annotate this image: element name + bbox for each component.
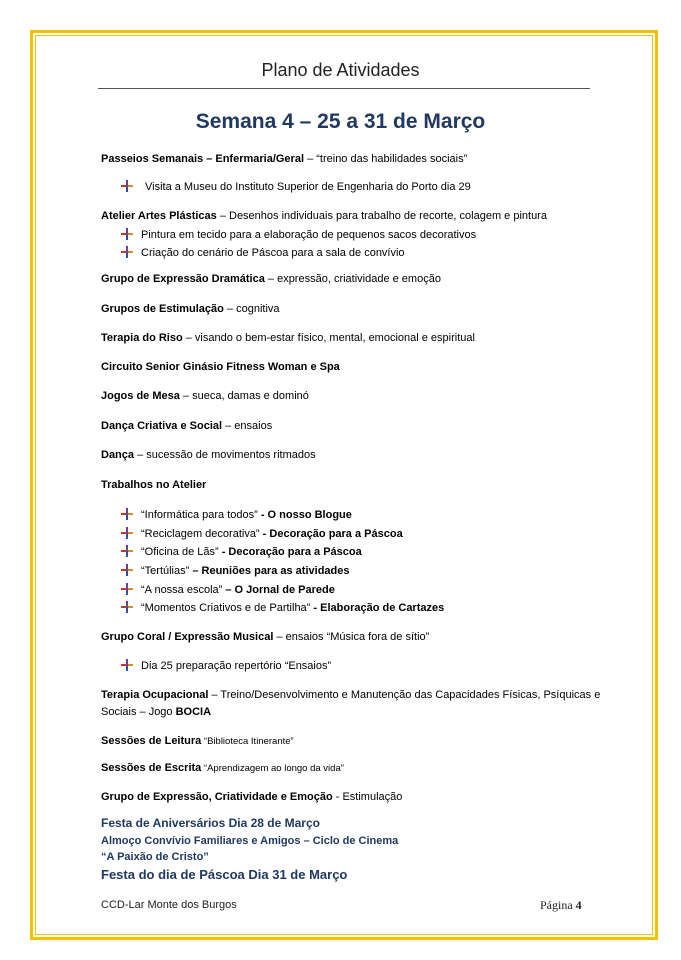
bullet-icon [121,564,133,576]
activity-desc: – “treino das habilidades sociais” [304,153,468,165]
list-item-text: “Tertúlias” [141,565,190,577]
activity-title: Atelier Artes Plásticas [101,210,217,222]
bullet-icon [121,601,133,613]
activity-riso [101,331,475,345]
list-item [121,564,349,578]
list-item [121,659,331,673]
activity-desc: – ensaios [222,420,273,432]
bullet-icon [121,228,133,240]
list-item [121,545,362,559]
activity-danca [101,448,316,462]
list-item [121,246,405,260]
activity-desc: – Desenhos individuais para trabalho de recorte, colagem e pintura [216,210,547,222]
activity-ocupacional [101,688,600,702]
list-item-text: Pintura em tecido para a elaboração de pequenos sacos decorativos [141,229,477,241]
list-item-bold: - Decoração para a Páscoa [259,528,403,540]
list-item [121,601,444,615]
page-label: Página [540,898,576,912]
activity-passeios [101,152,467,166]
list-item [121,180,471,194]
activity-circuito [101,360,340,374]
page-header-title: Plano de Atividades [261,60,420,80]
bullet-icon [121,583,133,595]
event-paixao: “A Paixão de Cristo” [101,851,209,863]
activity-desc: “Biblioteca Itinerante” [201,736,294,747]
header-divider [98,88,590,89]
activity-desc: – Treino/Desenvolvimento e Manutenção das Capacidades Físicas, Psíquicas e [208,689,601,701]
event-almoco: Almoço Convívio Familiares e Amigos – Ciclo de Cinema [101,835,399,847]
list-item-text: “A nossa escola” [141,584,223,596]
activity-atelier [101,209,547,223]
page-number: 4 [575,898,582,912]
activity-title: Terapia do Riso [101,332,183,344]
bullet-icon [121,180,133,192]
week-title: Semana 4 – 25 a 31 de Março [195,110,486,133]
list-item-text: “Informática para todos” [141,509,258,521]
list-item-text: Dia 25 preparação repertório “Ensaios” [141,660,332,672]
activity-ocupacional-line2 [101,705,211,719]
activity-desc: - Estimulação [332,791,403,803]
activity-title: Sessões de Escrita [101,762,202,774]
list-item-text: “Oficina de Lãs” [141,546,219,558]
activity-dramatica [101,272,441,286]
list-item-text: Criação do cenário de Páscoa para a sala de convívio [141,247,405,259]
activity-criatividade [101,790,402,804]
bullet-icon [121,659,133,671]
activity-title: Terapia Ocupacional [101,689,209,701]
list-item-text: Visita a Museu do Instituto Superior de Engenharia do Porto dia 29 [145,181,471,193]
activity-coral [101,630,429,644]
list-item [121,508,352,522]
bullet-icon [121,527,133,539]
activity-desc-bold: BOCIA [175,706,212,718]
activity-desc: Sociais – Jogo [101,706,176,718]
activity-trabalhos [101,478,206,492]
activity-title: Passeios Semanais – Enfermaria/Geral [101,153,305,165]
activity-title: Trabalhos no Atelier [101,479,207,491]
list-item [121,527,403,541]
activity-desc: – sueca, damas e dominó [179,390,309,402]
bullet-icon [121,246,133,258]
activity-danca-criativa [101,419,272,433]
list-item-bold: – Reuniões para as atividades [189,565,350,577]
activity-title: Circuito Senior Ginásio Fitness Woman e Spa [101,361,340,373]
activity-title: Grupo Coral / Expressão Musical [101,631,274,643]
activity-desc: – sucessão de movimentos ritmados [134,449,316,461]
list-item-bold: - Elaboração de Cartazes [310,602,445,614]
list-item [121,228,476,242]
activity-escrita [101,761,344,776]
bullet-icon [121,545,133,557]
activity-title: Grupo de Expressão, Criatividade e Emoção [101,791,333,803]
activity-desc: “Aprendizagem ao longo da vida” [201,763,344,774]
activity-title: Jogos de Mesa [101,390,180,402]
list-item-bold: - O nosso Blogue [257,509,352,521]
activity-title: Dança Criativa e Social [101,420,223,432]
activity-jogos [101,389,309,403]
activity-title: Grupos de Estimulação [101,303,224,315]
activity-desc: – ensaios “Música fora de sítio” [273,631,430,643]
event-pascoa: Festa do dia de Páscoa Dia 31 de Março [101,867,348,882]
list-item-text: “Reciclagem decorativa” [141,528,260,540]
list-item [121,583,335,597]
footer-page-number [540,898,582,913]
activity-title: Dança [101,449,135,461]
activity-title: Sessões de Leitura [101,735,202,747]
activity-desc: – cognitiva [223,303,280,315]
activity-estimulacao [101,302,280,316]
footer-organization: CCD-Lar Monte dos Burgos [101,899,237,911]
activity-leitura [101,734,294,749]
activity-desc: – expressão, criatividade e emoção [264,273,441,285]
list-item-bold: - Decoração para a Páscoa [218,546,362,558]
list-item-bold: – O Jornal de Parede [222,584,335,596]
activity-desc: – visando o bem-estar físico, mental, emocional e espiritual [182,332,475,344]
activity-title: Grupo de Expressão Dramática [101,273,265,285]
event-festa-aniversarios: Festa de Aniversários Dia 28 de Março [101,816,320,830]
bullet-icon [121,508,133,520]
list-item-text: “Momentos Criativos e de Partilha” [141,602,311,614]
